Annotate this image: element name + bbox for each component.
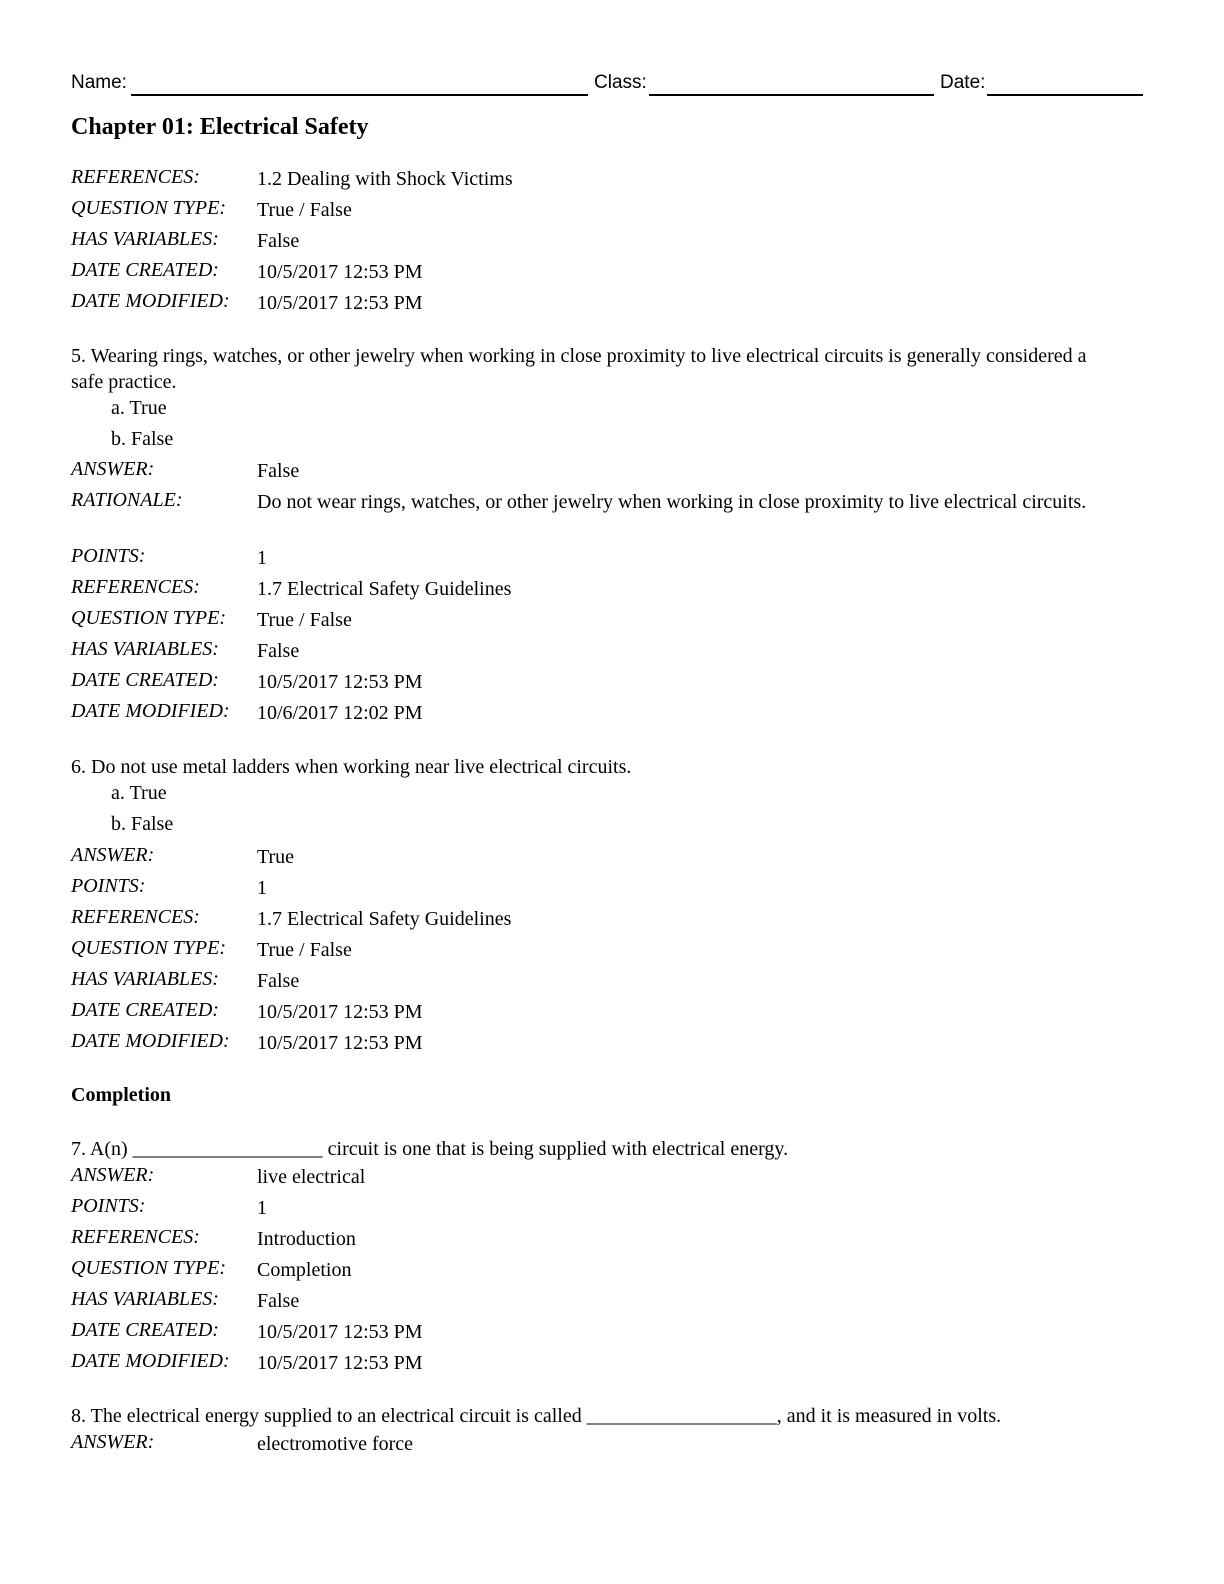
q5-has-variables: HAS VARIABLES: False [71, 638, 300, 662]
date-label: Date: [940, 72, 986, 93]
q5-rationale: RATIONALE: Do not wear rings, watches, or other jewelry when working in close proximity to live electrical circuits. [71, 489, 1087, 513]
question-6-option-a: a. True [111, 782, 167, 804]
q6-date-modified: DATE MODIFIED: 10/5/2017 12:53 PM [71, 1030, 423, 1054]
class-blank [649, 94, 934, 96]
q5-references: REFERENCES: 1.7 Electrical Safety Guidelines [71, 576, 512, 600]
question-6-option-b: b. False [111, 813, 174, 835]
q5-points: POINTS: 1 [71, 545, 267, 569]
q5-question-type: QUESTION TYPE: True / False [71, 607, 352, 631]
q8-answer: ANSWER: electromotive force [71, 1431, 414, 1455]
q7-has-variables: HAS VARIABLES: False [71, 1288, 300, 1312]
question-8-text: 8. The electrical energy supplied to an electrical circuit is called ___________________, and it is measured in volts. [71, 1405, 1002, 1427]
name-blank [131, 94, 588, 96]
q6-date-created: DATE CREATED: 10/5/2017 12:53 PM [71, 999, 423, 1023]
class-label: Class: [594, 72, 647, 93]
page-title: Chapter 01: Electrical Safety [71, 114, 369, 140]
q7-date-modified: DATE MODIFIED: 10/5/2017 12:53 PM [71, 1350, 423, 1374]
q7-points: POINTS: 1 [71, 1195, 267, 1219]
q7-date-created: DATE CREATED: 10/5/2017 12:53 PM [71, 1319, 423, 1343]
q5-answer: ANSWER: False [71, 458, 300, 482]
student-header [71, 72, 1143, 98]
q6-points: POINTS: 1 [71, 875, 267, 899]
meta-date-created: DATE CREATED: 10/5/2017 12:53 PM [71, 259, 423, 283]
question-5-option-b: b. False [111, 428, 174, 450]
q5-date-modified: DATE MODIFIED: 10/6/2017 12:02 PM [71, 700, 423, 724]
q7-references: REFERENCES: Introduction [71, 1226, 356, 1250]
meta-date-modified: DATE MODIFIED: 10/5/2017 12:53 PM [71, 290, 423, 314]
section-heading-completion: Completion [71, 1084, 171, 1106]
name-label: Name: [71, 72, 127, 93]
question-7-text: 7. A(n) ___________________ circuit is one that is being supplied with electrical energy. [71, 1138, 789, 1160]
meta-has-variables: HAS VARIABLES: False [71, 228, 300, 252]
q5-date-created: DATE CREATED: 10/5/2017 12:53 PM [71, 669, 423, 693]
question-6-text: 6. Do not use metal ladders when working near live electrical circuits. [71, 756, 632, 778]
date-blank [987, 94, 1143, 96]
q6-answer: ANSWER: True [71, 844, 295, 868]
meta-references: REFERENCES: 1.2 Dealing with Shock Victims [71, 166, 513, 190]
q7-answer: ANSWER: live electrical [71, 1164, 366, 1188]
q6-question-type: QUESTION TYPE: True / False [71, 937, 352, 961]
meta-question-type: QUESTION TYPE: True / False [71, 197, 352, 221]
q7-question-type: QUESTION TYPE: Completion [71, 1257, 352, 1281]
question-5-text: 5. Wearing rings, watches, or other jewelry when working in close proximity to live electrical circuits is generally considered a safe practice. [71, 345, 1087, 393]
q6-references: REFERENCES: 1.7 Electrical Safety Guidelines [71, 906, 512, 930]
q6-has-variables: HAS VARIABLES: False [71, 968, 300, 992]
question-5-option-a: a. True [111, 397, 167, 419]
